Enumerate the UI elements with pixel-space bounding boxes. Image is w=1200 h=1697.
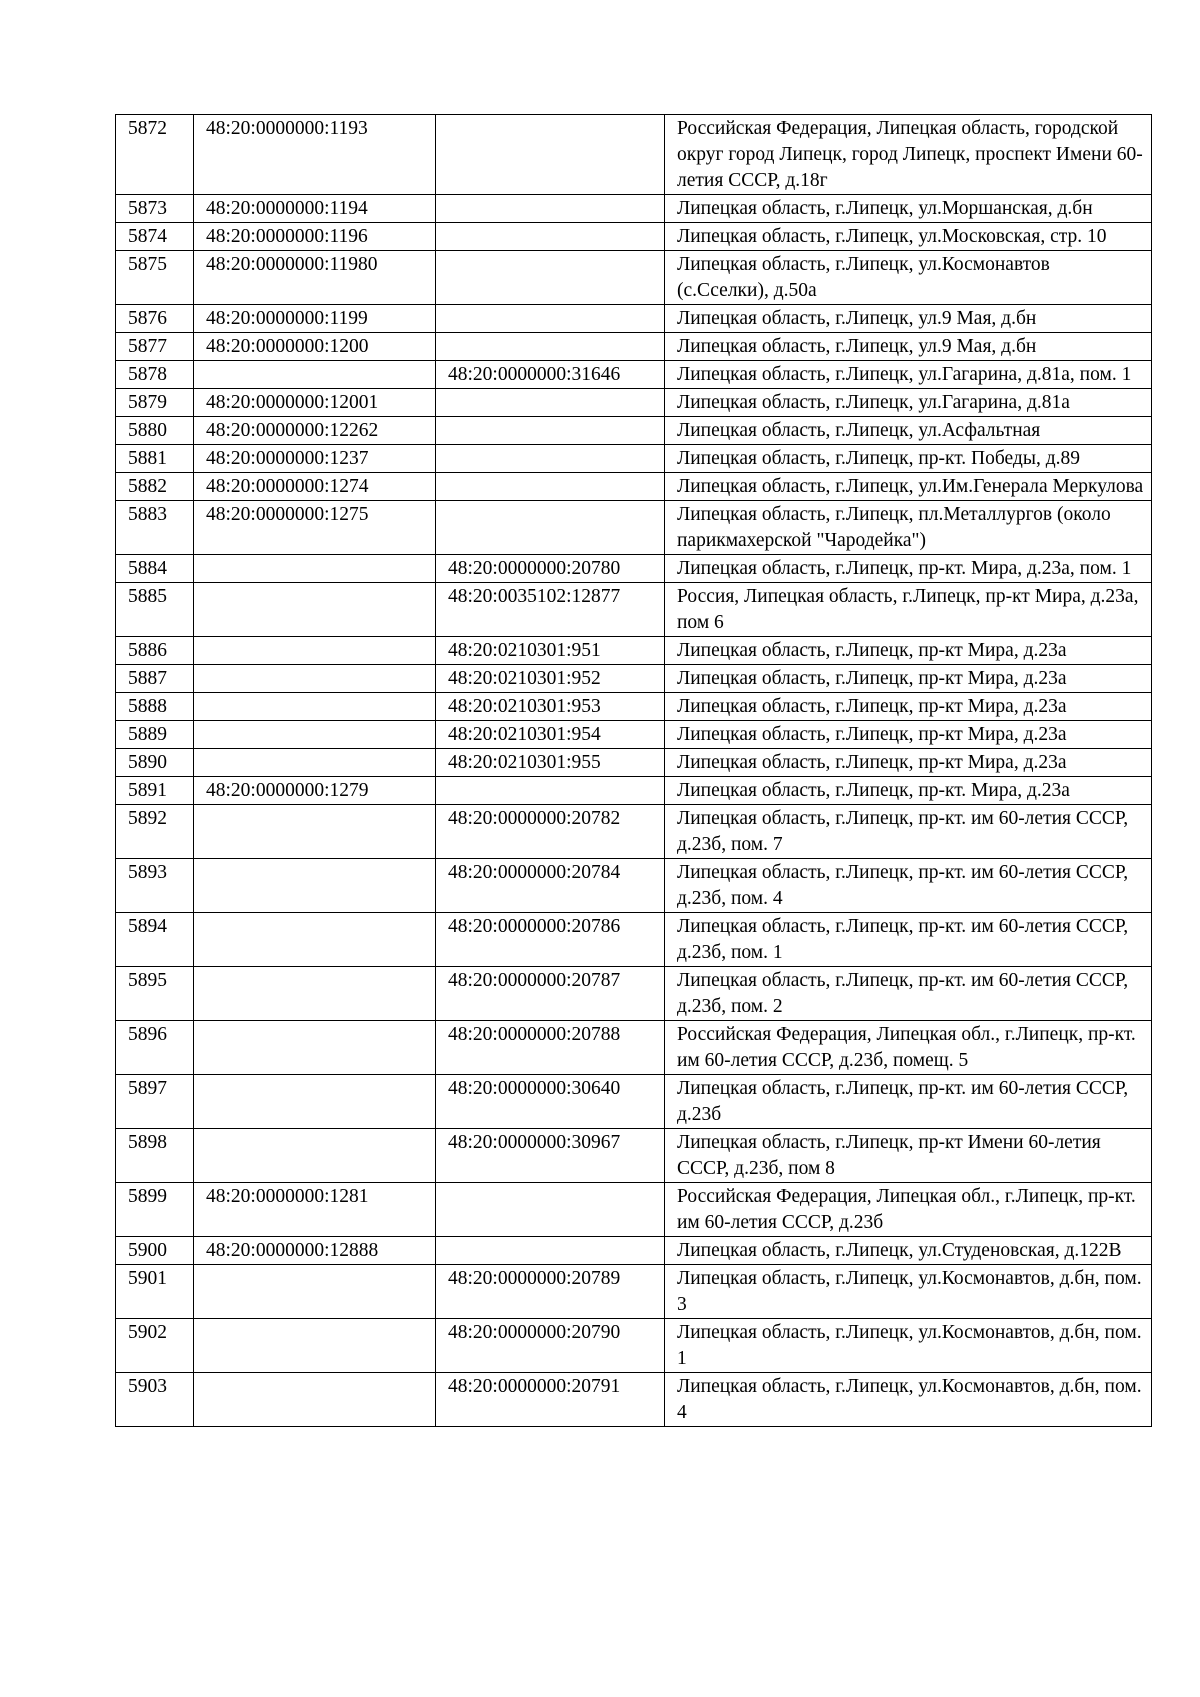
object-cadastral-number-cell: 48:20:0000000:20789 <box>436 1265 665 1319</box>
object-cadastral-number-cell <box>436 1237 665 1265</box>
object-cadastral-number-cell <box>436 389 665 417</box>
table-row <box>116 1265 1152 1319</box>
table-row <box>116 583 1152 637</box>
row-number-cell: 5900 <box>116 1237 194 1265</box>
object-cadastral-number-cell: 48:20:0000000:20784 <box>436 859 665 913</box>
row-number-cell: 5888 <box>116 693 194 721</box>
address-cell: Липецкая область, г.Липецк, ул.9 Мая, д.бн <box>665 333 1152 361</box>
address-cell: Липецкая область, г.Липецк, пр-кт Мира, д.23а <box>665 721 1152 749</box>
row-number-cell: 5887 <box>116 665 194 693</box>
address-cell: Липецкая область, г.Липецк, ул.Космонавтов (с.Сселки), д.50а <box>665 251 1152 305</box>
address-cell: Липецкая область, г.Липецк, пр-кт. им 60-летия СССР, д.23б <box>665 1075 1152 1129</box>
object-cadastral-number-cell: 48:20:0000000:20788 <box>436 1021 665 1075</box>
address-cell: Липецкая область, г.Липецк, пр-кт. Победы, д.89 <box>665 445 1152 473</box>
row-number-cell: 5889 <box>116 721 194 749</box>
land-cadastral-number-cell <box>194 361 436 389</box>
address-cell: Липецкая область, г.Липецк, пр-кт. им 60-летия СССР, д.23б, пом. 2 <box>665 967 1152 1021</box>
address-cell: Липецкая область, г.Липецк, ул.Космонавтов, д.бн, пом. 3 <box>665 1265 1152 1319</box>
row-number-cell: 5883 <box>116 501 194 555</box>
object-cadastral-number-cell: 48:20:0000000:20780 <box>436 555 665 583</box>
table-row <box>116 251 1152 305</box>
row-number-cell: 5892 <box>116 805 194 859</box>
object-cadastral-number-cell <box>436 777 665 805</box>
row-number-cell: 5896 <box>116 1021 194 1075</box>
land-cadastral-number-cell <box>194 1075 436 1129</box>
registry-table-body <box>116 115 1152 1427</box>
table-row <box>116 1237 1152 1265</box>
land-cadastral-number-cell <box>194 1373 436 1427</box>
row-number-cell: 5879 <box>116 389 194 417</box>
row-number-cell: 5876 <box>116 305 194 333</box>
land-cadastral-number-cell <box>194 583 436 637</box>
land-cadastral-number-cell <box>194 859 436 913</box>
object-cadastral-number-cell: 48:20:0210301:953 <box>436 693 665 721</box>
object-cadastral-number-cell <box>436 195 665 223</box>
table-row <box>116 749 1152 777</box>
row-number-cell: 5902 <box>116 1319 194 1373</box>
address-cell: Липецкая область, г.Липецк, пр-кт. им 60-летия СССР, д.23б, пом. 4 <box>665 859 1152 913</box>
row-number-cell: 5891 <box>116 777 194 805</box>
land-cadastral-number-cell: 48:20:0000000:1199 <box>194 305 436 333</box>
land-cadastral-number-cell: 48:20:0000000:1196 <box>194 223 436 251</box>
land-cadastral-number-cell <box>194 693 436 721</box>
land-cadastral-number-cell <box>194 665 436 693</box>
table-row <box>116 115 1152 195</box>
row-number-cell: 5886 <box>116 637 194 665</box>
row-number-cell: 5893 <box>116 859 194 913</box>
table-row <box>116 445 1152 473</box>
land-cadastral-number-cell <box>194 721 436 749</box>
row-number-cell: 5903 <box>116 1373 194 1427</box>
table-row <box>116 1129 1152 1183</box>
object-cadastral-number-cell: 48:20:0035102:12877 <box>436 583 665 637</box>
object-cadastral-number-cell <box>436 305 665 333</box>
row-number-cell: 5875 <box>116 251 194 305</box>
land-cadastral-number-cell <box>194 1265 436 1319</box>
address-cell: Липецкая область, г.Липецк, ул.Моршанская, д.бн <box>665 195 1152 223</box>
row-number-cell: 5873 <box>116 195 194 223</box>
row-number-cell: 5880 <box>116 417 194 445</box>
address-cell: Липецкая область, г.Липецк, ул.Гагарина, д.81а <box>665 389 1152 417</box>
table-row <box>116 805 1152 859</box>
land-cadastral-number-cell <box>194 1319 436 1373</box>
object-cadastral-number-cell <box>436 223 665 251</box>
object-cadastral-number-cell: 48:20:0000000:30967 <box>436 1129 665 1183</box>
table-row <box>116 389 1152 417</box>
object-cadastral-number-cell <box>436 473 665 501</box>
registry-table <box>115 114 1152 1427</box>
row-number-cell: 5895 <box>116 967 194 1021</box>
table-row <box>116 1183 1152 1237</box>
land-cadastral-number-cell: 48:20:0000000:12262 <box>194 417 436 445</box>
object-cadastral-number-cell: 48:20:0000000:20791 <box>436 1373 665 1427</box>
land-cadastral-number-cell <box>194 555 436 583</box>
land-cadastral-number-cell: 48:20:0000000:1274 <box>194 473 436 501</box>
row-number-cell: 5897 <box>116 1075 194 1129</box>
table-row <box>116 333 1152 361</box>
land-cadastral-number-cell: 48:20:0000000:1279 <box>194 777 436 805</box>
address-cell: Липецкая область, г.Липецк, ул.Гагарина, д.81а, пом. 1 <box>665 361 1152 389</box>
object-cadastral-number-cell <box>436 1183 665 1237</box>
address-cell: Липецкая область, г.Липецк, ул.Космонавтов, д.бн, пом. 1 <box>665 1319 1152 1373</box>
table-row <box>116 967 1152 1021</box>
row-number-cell: 5890 <box>116 749 194 777</box>
land-cadastral-number-cell <box>194 1021 436 1075</box>
object-cadastral-number-cell: 48:20:0000000:20787 <box>436 967 665 1021</box>
table-row <box>116 223 1152 251</box>
object-cadastral-number-cell <box>436 251 665 305</box>
table-row <box>116 693 1152 721</box>
table-row <box>116 721 1152 749</box>
table-row <box>116 665 1152 693</box>
object-cadastral-number-cell: 48:20:0000000:20786 <box>436 913 665 967</box>
object-cadastral-number-cell: 48:20:0210301:955 <box>436 749 665 777</box>
address-cell: Липецкая область, г.Липецк, ул.Космонавтов, д.бн, пом. 4 <box>665 1373 1152 1427</box>
land-cadastral-number-cell <box>194 749 436 777</box>
object-cadastral-number-cell <box>436 445 665 473</box>
address-cell: Липецкая область, г.Липецк, ул.Московская, стр. 10 <box>665 223 1152 251</box>
table-row <box>116 1319 1152 1373</box>
table-row <box>116 1373 1152 1427</box>
address-cell: Липецкая область, г.Липецк, пр-кт Мира, д.23а <box>665 637 1152 665</box>
land-cadastral-number-cell: 48:20:0000000:1237 <box>194 445 436 473</box>
address-cell: Липецкая область, г.Липецк, ул.Асфальтная <box>665 417 1152 445</box>
land-cadastral-number-cell <box>194 967 436 1021</box>
address-cell: Липецкая область, г.Липецк, пр-кт. им 60-летия СССР, д.23б, пом. 1 <box>665 913 1152 967</box>
land-cadastral-number-cell: 48:20:0000000:1193 <box>194 115 436 195</box>
table-row <box>116 913 1152 967</box>
land-cadastral-number-cell <box>194 1129 436 1183</box>
land-cadastral-number-cell: 48:20:0000000:12001 <box>194 389 436 417</box>
table-row <box>116 1075 1152 1129</box>
object-cadastral-number-cell: 48:20:0000000:31646 <box>436 361 665 389</box>
address-cell: Липецкая область, г.Липецк, пр-кт Имени 60-летия СССР, д.23б, пом 8 <box>665 1129 1152 1183</box>
address-cell: Липецкая область, г.Липецк, пр-кт Мира, д.23а <box>665 693 1152 721</box>
address-cell: Липецкая область, г.Липецк, пр-кт. Мира, д.23а <box>665 777 1152 805</box>
address-cell: Липецкая область, г.Липецк, пр-кт. им 60-летия СССР, д.23б, пом. 7 <box>665 805 1152 859</box>
address-cell: Россия, Липецкая область, г.Липецк, пр-кт Мира, д.23а, пом 6 <box>665 583 1152 637</box>
table-row <box>116 859 1152 913</box>
table-row <box>116 473 1152 501</box>
row-number-cell: 5881 <box>116 445 194 473</box>
address-cell: Липецкая область, г.Липецк, ул.Им.Генерала Меркулова <box>665 473 1152 501</box>
table-row <box>116 361 1152 389</box>
land-cadastral-number-cell: 48:20:0000000:1275 <box>194 501 436 555</box>
object-cadastral-number-cell <box>436 115 665 195</box>
row-number-cell: 5877 <box>116 333 194 361</box>
table-row <box>116 195 1152 223</box>
land-cadastral-number-cell: 48:20:0000000:1200 <box>194 333 436 361</box>
object-cadastral-number-cell <box>436 333 665 361</box>
table-row <box>116 305 1152 333</box>
land-cadastral-number-cell: 48:20:0000000:1281 <box>194 1183 436 1237</box>
table-row <box>116 501 1152 555</box>
object-cadastral-number-cell <box>436 417 665 445</box>
object-cadastral-number-cell: 48:20:0210301:952 <box>436 665 665 693</box>
land-cadastral-number-cell: 48:20:0000000:11980 <box>194 251 436 305</box>
row-number-cell: 5874 <box>116 223 194 251</box>
object-cadastral-number-cell: 48:20:0000000:20782 <box>436 805 665 859</box>
row-number-cell: 5872 <box>116 115 194 195</box>
row-number-cell: 5901 <box>116 1265 194 1319</box>
land-cadastral-number-cell: 48:20:0000000:1194 <box>194 195 436 223</box>
land-cadastral-number-cell <box>194 913 436 967</box>
address-cell: Липецкая область, г.Липецк, ул.Студеновская, д.122В <box>665 1237 1152 1265</box>
object-cadastral-number-cell: 48:20:0000000:30640 <box>436 1075 665 1129</box>
object-cadastral-number-cell: 48:20:0210301:951 <box>436 637 665 665</box>
land-cadastral-number-cell <box>194 637 436 665</box>
row-number-cell: 5882 <box>116 473 194 501</box>
table-row <box>116 417 1152 445</box>
object-cadastral-number-cell <box>436 501 665 555</box>
row-number-cell: 5885 <box>116 583 194 637</box>
table-row <box>116 777 1152 805</box>
address-cell: Российская Федерация, Липецкая область, городской округ город Липецк, город Липецк, проспект Имени 60-летия СССР, д.18г <box>665 115 1152 195</box>
address-cell: Липецкая область, г.Липецк, ул.9 Мая, д.бн <box>665 305 1152 333</box>
document-page <box>115 114 1151 1427</box>
address-cell: Липецкая область, г.Липецк, пр-кт Мира, д.23а <box>665 665 1152 693</box>
row-number-cell: 5884 <box>116 555 194 583</box>
land-cadastral-number-cell <box>194 805 436 859</box>
row-number-cell: 5898 <box>116 1129 194 1183</box>
address-cell: Липецкая область, г.Липецк, пр-кт. Мира, д.23а, пом. 1 <box>665 555 1152 583</box>
object-cadastral-number-cell: 48:20:0210301:954 <box>436 721 665 749</box>
address-cell: Российская Федерация, Липецкая обл., г.Липецк, пр-кт. им 60-летия СССР, д.23б, помещ. 5 <box>665 1021 1152 1075</box>
row-number-cell: 5878 <box>116 361 194 389</box>
table-row <box>116 637 1152 665</box>
row-number-cell: 5894 <box>116 913 194 967</box>
table-row <box>116 1021 1152 1075</box>
address-cell: Российская Федерация, Липецкая обл., г.Липецк, пр-кт. им 60-летия СССР, д.23б <box>665 1183 1152 1237</box>
row-number-cell: 5899 <box>116 1183 194 1237</box>
land-cadastral-number-cell: 48:20:0000000:12888 <box>194 1237 436 1265</box>
table-row <box>116 555 1152 583</box>
address-cell: Липецкая область, г.Липецк, пр-кт Мира, д.23а <box>665 749 1152 777</box>
address-cell: Липецкая область, г.Липецк, пл.Металлургов (около парикмахерской "Чародейка") <box>665 501 1152 555</box>
object-cadastral-number-cell: 48:20:0000000:20790 <box>436 1319 665 1373</box>
